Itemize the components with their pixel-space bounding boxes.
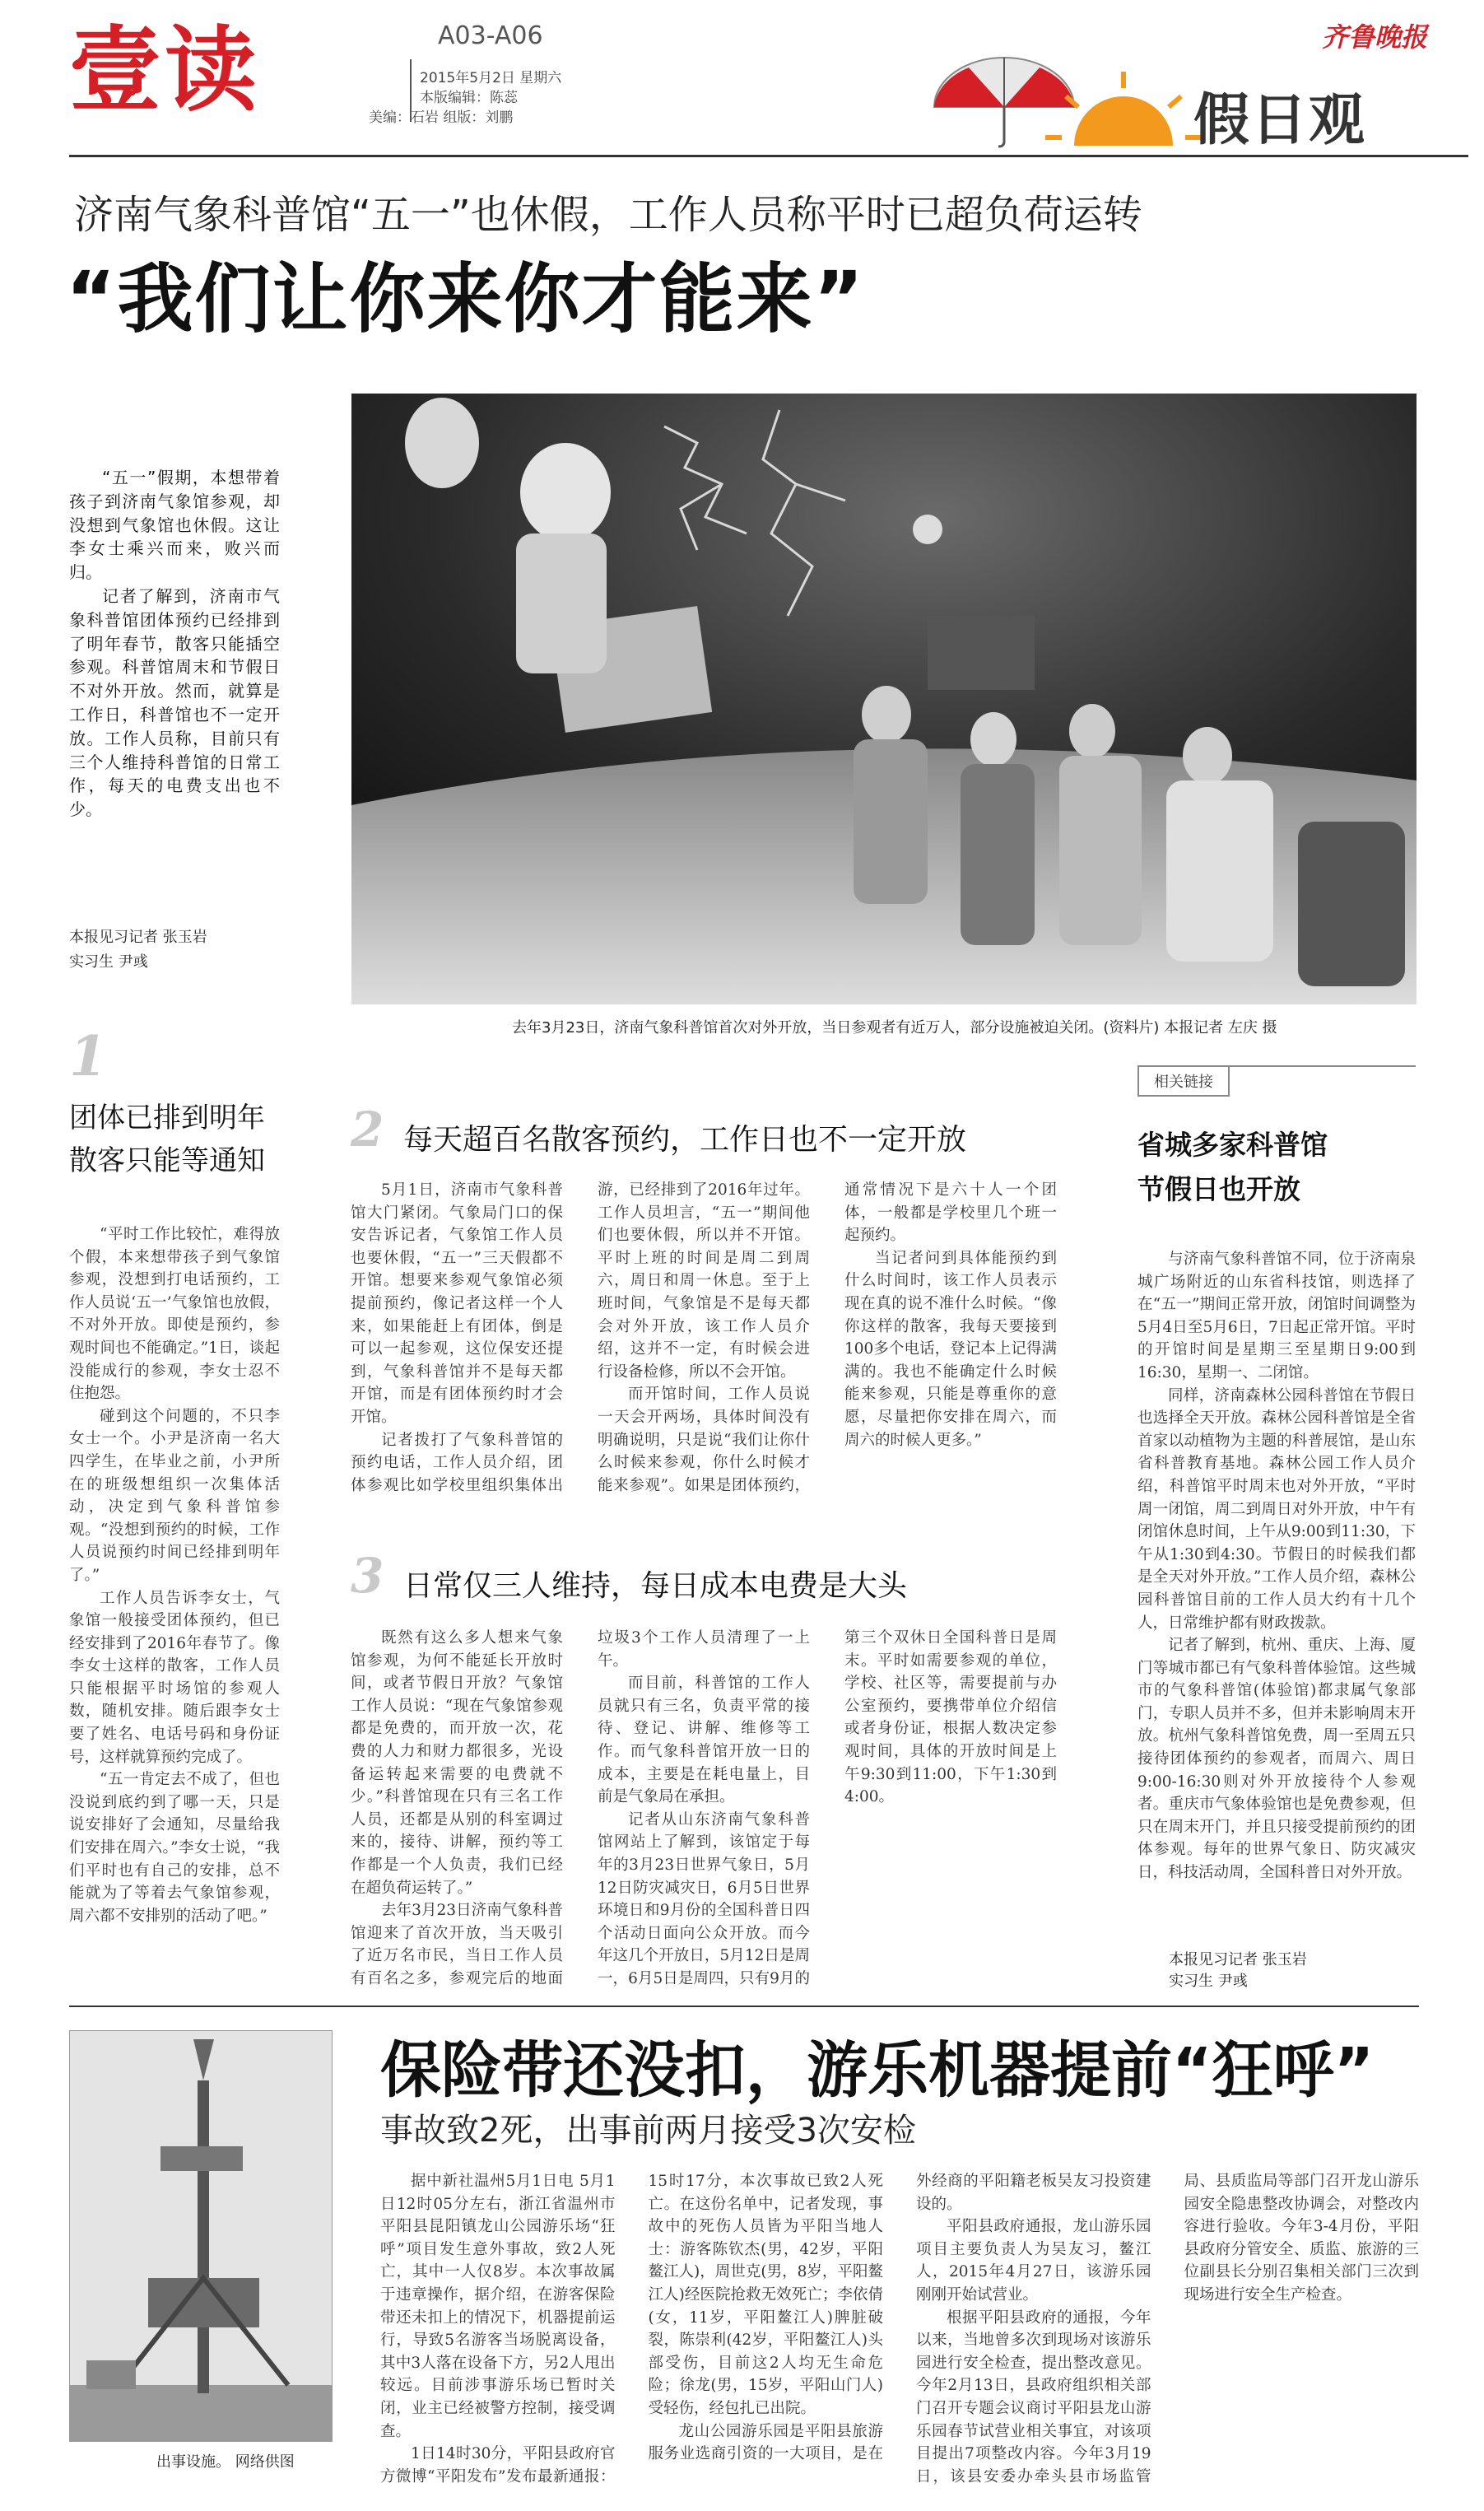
paragraph: 去年3月23日济南气象科普馆迎来了首次开放，当天吸引了近万名市民，当日工作人员有百名之多，参观完后的地面垃圾3个工作人员清理了一上午。 [351,1629,810,1987]
masthead-rule [69,155,1468,157]
sec3-body [351,1627,1057,1996]
paragraph: 当记者问到具体能预约到什么时间时，该工作人员表示现在真的说不准什么时候。“像你这样的散客，我每天要接到100多个电话，登记本上记得满满的。我也不能确定什么时候能来参观，只能是尊重你的意愿，尽量把你安排在周六，而周六的时候人更多。” [844,1249,1057,1449]
article1-lead: “五一”假期，本想带着孩子到济南气象馆参观，却没想到气象馆也休假。这让李女士乘兴而来，败兴而归。 记者了解到，济南市气象科普馆团体预约已经排到了明年春节，散客只能插空参观。科普馆周末和节假日不对外开放。然而，就算是工作日，科普馆也不一定开放。工作人员称，目前只有三个人维持科普馆的日常工作，每天的电费支出也不少。 [69,468,280,820]
sidebar-body [1137,1248,1416,1884]
sidebar-byline: 本报见习记者 张玉岩 实习生 尹彧 [1169,1951,1307,1990]
paragraph: 平阳县政府通报，龙山游乐园项目主要负责人为吴友习，鳌江人，2015年4月27日，该游乐园刚刚开始试营业。 [916,2218,1151,2304]
article2-rule [69,2006,1419,2007]
date-line: 2015年5月2日 星期六 [420,70,562,86]
paragraph: 而开馆时间，工作人员说一天会开两场，具体时间没有明确说明，只是说“我们让你什么时候来参观，你什么时候才能来参观”。如果是团体预约，通常情况下是六十人一个团体，一般都是学校里几个班一起预约。 [598,1181,1057,1494]
sec1-body [69,1223,280,1927]
article1-photo-caption: 去年3月23日，济南气象科普馆首次对外开放，当日参观者有近万人，部分设施被迫关闭。(资料片) 本报记者 左庆 摄 [512,1019,1277,1037]
paragraph: 根据平阳县政府的通报，今年以来，当地曾多次到现场对该游乐园进行安全检查，提出整改意见。今年2月13日，县政府组织相关部门召开专题会议商讨平阳县龙山游乐园春节试营业相关事宜，对该项目提出7项整改内容。今年3月19日，该县安委办牵头县市场监管局、县质监局等部门召开龙山游乐园安全隐患整改协调会，对整改内容进行验收。今年3-4月份，平阳县政府分管安全、质监、旅游的三位副县长分别召集相关部门三次到现场进行安全生产检查。 [916,2173,1419,2485]
sidebar-tag: 相关链接 [1137,1067,1230,1097]
article1-photo [351,394,1417,1004]
paragraph: 记者拨打了气象科普馆的预约电话，工作人员介绍，团体参观比如学校里组织集体出游，已经排到了2016年过年。工作人员坦言，“五一”期间他们也要休假，所以并不开馆。平时上班的时间是周二到周六，周日和周一休息。至于上班时间，气象馆是不是每天都会对外开放，该工作人员介绍，这并不一定，有时候会进行设备检修，所以不会开馆。 [351,1181,810,1494]
paragraph: 而目前，科普馆的工作人员就只有三名，负责平常的接待、登记、讲解、维修等工作。而气象科普馆开放一日的成本，主要是在耗电量上，目前是气象局在承担。 [598,1675,810,1806]
paragraph: 龙山公园游乐园是平阳县旅游服务业选商引资的一大项目，是在外经商的平阳籍老板吴友习投资建设的。 [648,2173,1151,2463]
sec2-body [351,1179,1057,1515]
editor-line: 本版编辑：陈蕊 [420,90,518,106]
paper-logo: 齐鲁晚报 [1322,21,1428,53]
sidebar-title: 省城多家科普馆 节假日也开放 [1137,1129,1328,1205]
paragraph: 记者从山东济南气象科普馆网站上了解到，该馆定于每年的3月23日世界气象日，5月12日防灾减灾日，6月5日世界环境日和9月份的全国科普日四个活动日面向公众开放。而今年这几个开放日，5月12日是周一，6月5日是周四，只有9月的第三个双休日全国科普日是周末。平时如需要参观的单位，学校、社区等，需要提前与办公室预约，要携带单位介绍信或者身份证，根据人数决定参观时间，具体的开放时间是上午9:30到11:00，下午1:30到4:00。 [598,1629,1057,1987]
article1-byline: 本报见习记者 张玉岩 实习生 尹彧 [69,929,207,971]
design-line: 美编：石岩 组版：刘鹏 [369,109,514,126]
sec3-title: 日常仅三人维持，每日成本电费是大头 [403,1569,908,1603]
article2-body [380,2170,1419,2496]
article2-subhead: 事故致2死，出事前两月接受3次安检 [380,2112,916,2150]
column-name: 假日观 [1193,88,1367,153]
paragraph: 记者了解到，杭州、重庆、上海、厦门等城市都已有气象科普体验馆。这些城市的气象科普馆(体验馆)都隶属气象部门，专职人员并不多，但并未影响周末开放。杭州气象科普馆免费，周一至周五只接待团体预约的参观者，而周六、周日9:00-16:30则对外开放接待个人参观者。重庆市气象体验馆也是免费参观，但只在周末开门，并且只接受提前预约的团体参观。每年的世界气象日、防灾减灾日，科技活动周，全国科普日对外开放。 [1137,1637,1416,1882]
article1-headline: “我们让你来你才能来” [66,255,865,343]
article2-photo [69,2030,333,2442]
paragraph: 与济南气象科普馆不同，位于济南泉城广场附近的山东省科技馆，则选择了在“五一”期间正常开放，闭馆时间调整为5月4日至5月6日，7日起正常开馆。平时的开馆时间是星期三至星期日9:00到16:30，星期一、二闭馆。 [1137,1251,1416,1381]
paragraph: 工作人员告诉李女士，气象馆一般接受团体预约，但已经安排到了2016年春节了。像李女士这样的散客，工作人员只能根据平时场馆的参观人数，随机安排。随后跟李女士要了姓名、电话号码和身份证号，这样就算预约完成了。 [69,1589,280,1766]
paragraph: “五一肯定去不成了，但也没说到底约到了哪一天，只是说安排好了会通知，尽量给我们安排在周六。”李女士说，“我们平时也有自己的安排，总不能就为了等着去气象馆参观，周六都不安排别的活动了吧。” [69,1771,280,1925]
sun-icon [1041,68,1206,150]
article2-photo-caption: 出事设施。 网络供图 [156,2453,295,2471]
paragraph: 据中新社温州5月1日电 5月1日12时05分左右，浙江省温州市平阳县昆阳镇龙山公园游乐场“狂呼”项目发生意外事故，致2人死亡，其中一人仅8岁。本次事故属于违章操作，据介绍，在游客保险带还未扣上的情况下，机器提前运行，导致5名游客当场脱离设备，其中3人落在设备下方，另2人甩出较远。目前涉事游乐场已暂时关闭，业主已经被警方控制，接受调查。 [380,2173,616,2440]
section-name: 壹读 [69,17,260,124]
paragraph: 5月1日，济南市气象科普馆大门紧闭。气象局门口的保安告诉记者，气象馆工作人员也要休假，“五一”三天假都不开馆。想要来参观气象馆必须提前预约，像记者这样一个人来，如果能赶上有团体，倒是可以一起参观，这位保安还提到，气象科普馆并不是每天都开馆，而是有团体预约时才会开馆。 [351,1181,563,1426]
paragraph: 碰到这个问题的，不只李女士一个。小尹是济南一名大四学生，在毕业之前，小尹所在的班级想组织一次集体活动，决定到气象科普馆参观。“没想到预约的时候，工作人员说预约时间已经排到明年了。” [69,1407,280,1584]
paragraph: 同样，济南森林公园科普馆在节假日也选择全天开放。森林公园科普馆是全省首家以动植物为主题的科普展馆，是山东省科普教育基地。森林公园工作人员介绍，科普馆平时周末也对外开放，“平时周一闭馆，周二到周日对外开放，中午有闭馆休息时间，上午从9:00到11:30，下午从1:30到4:30。节假日的时候我们都是全天对外开放。”工作人员介绍，森林公园科普馆目前的工作人员大约有十几个人，日常维护都有财政拨款。 [1137,1386,1416,1632]
paragraph: “平时工作比较忙，难得放个假，本来想带孩子到气象馆参观，没想到打电话预约，工作人员说‘五一’气象馆也放假，不对外开放。即使是预约，参观时间也不能确定。”1日，谈起没能成行的参观，李女士忍不住抱怨。 [69,1226,280,1403]
paragraph: 1日14时30分，平阳县政府官方微博“平阳发布”发布最新通报：15时17分，本次事故已致2人死亡。在这份名单中，记者发现，事故中的死伤人员皆为平阳当地人士：游客陈钦杰(男，42岁，平阳鳌江人)，周世克(男，8岁，平阳鳌江人)经医院抢救无效死亡；李依倩(女，11岁，平阳鳌江人)脾脏破裂，陈崇利(42岁，平阳鳌江人)头部受伤，目前这2人均无生命危险；徐龙(男，15岁，平阳山门人)受轻伤，经包扎已出院。 [380,2173,883,2485]
paragraph: 既然有这么多人想来气象馆参观，为何不能延长开放时间，或者节假日开放？气象馆工作人员说：“现在气象馆参观都是免费的，而开放一次，花费的人力和财力都很多，光设备运转起来需要的电费就不少。”科普馆现在只有三名工作人员，还都是从别的科室调过来的，接待、讲解，预约等工作都是一个人负责，我们已经在超负荷运转了。” [351,1629,563,1897]
sec2-title: 每天超百名散客预约，工作日也不一定开放 [403,1123,967,1157]
article2-headline: 保险带还没扣，游乐机器提前“狂呼” [380,2035,1375,2106]
sec1-title: 团体已排到明年 散客只能等通知 [69,1102,265,1177]
article1-kicker: 济南气象科普馆“五一”也休假，工作人员称平时已超负荷运转 [74,192,1142,238]
page-range: A03-A06 [438,21,543,50]
sec1-number: 1 [69,1024,107,1088]
sec2-number: 2 [351,1102,384,1158]
sec3-number: 3 [351,1548,384,1604]
